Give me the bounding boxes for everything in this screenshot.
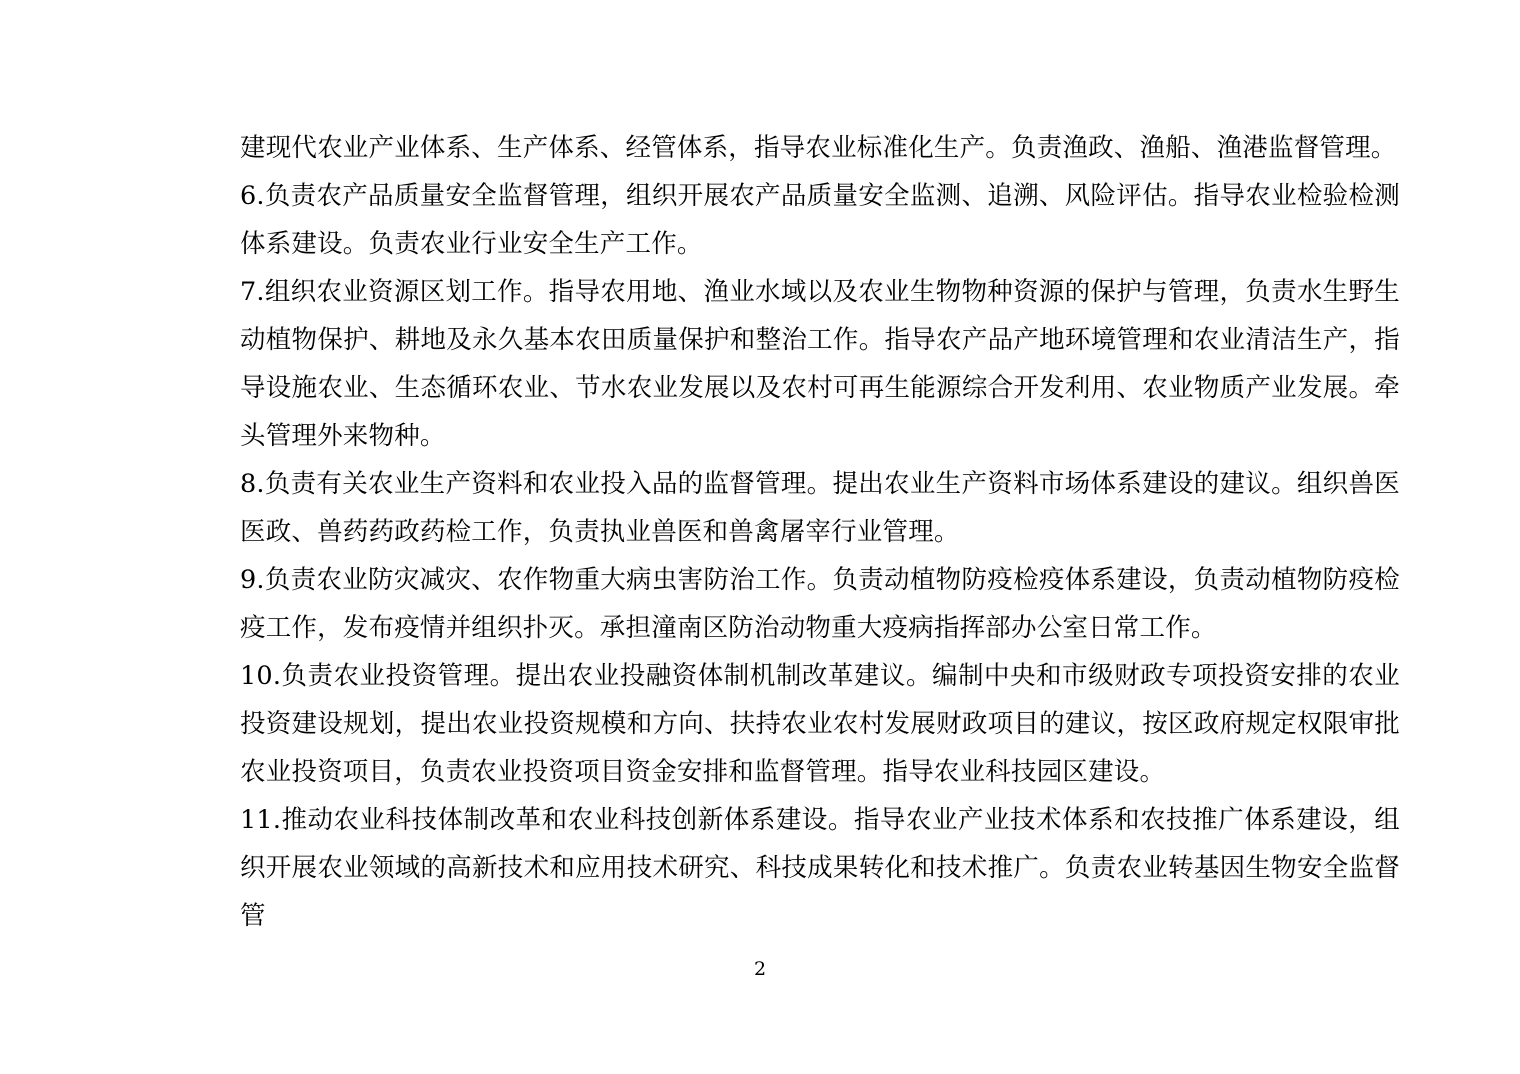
paragraph-item-10: 10.负责农业投资管理。提出农业投融资体制机制改革建议。编制中央和市级财政专项投资安排的农业投资建设规划，提出农业投资规模和方向、扶持农业农村发展财政项目的建议，按区政府规定权限审批农业投资项目，负责农业投资项目资金安排和监督管理。指导农业科技园区建设。 <box>240 661 1400 787</box>
paragraph-item-8: 8.负责有关农业生产资料和农业投入品的监督管理。提出农业生产资料市场体系建设的建议。组织兽医医政、兽药药政药检工作，负责执业兽医和兽禽屠宰行业管理。 <box>240 469 1400 547</box>
page-number: 2 <box>753 958 767 980</box>
paragraph-continuation: 建现代农业产业体系、生产体系、经管体系，指导农业标准化生产。负责渔政、渔船、渔港监督管理。 <box>240 133 1397 163</box>
paragraph-item-11: 11.推动农业科技体制改革和农业科技创新体系建设。指导农业产业技术体系和农技推广体系建设，组织开展农业领域的高新技术和应用技术研究、科技成果转化和技术推广。负责农业转基因生物安全监督管 <box>240 805 1400 931</box>
paragraph-item-7: 7.组织农业资源区划工作。指导农用地、渔业水域以及农业生物物种资源的保护与管理，负责水生野生动植物保护、耕地及永久基本农田质量保护和整治工作。指导农产品产地环境管理和农业清洁生产，指导设施农业、生态循环农业、节水农业发展以及农村可再生能源综合开发利用、农业物质产业发展。牵头管理外来物种。 <box>240 277 1400 451</box>
paragraph-item-9: 9.负责农业防灾减灾、农作物重大病虫害防治工作。负责动植物防疫检疫体系建设，负责动植物防疫检疫工作，发布疫情并组织扑灭。承担潼南区防治动物重大疫病指挥部办公室日常工作。 <box>240 565 1400 643</box>
paragraph-item-6: 6.负责农产品质量安全监督管理，组织开展农产品质量安全监测、追溯、风险评估。指导农业检验检测体系建设。负责农业行业安全生产工作。 <box>240 181 1400 259</box>
document-body <box>240 124 1400 940</box>
